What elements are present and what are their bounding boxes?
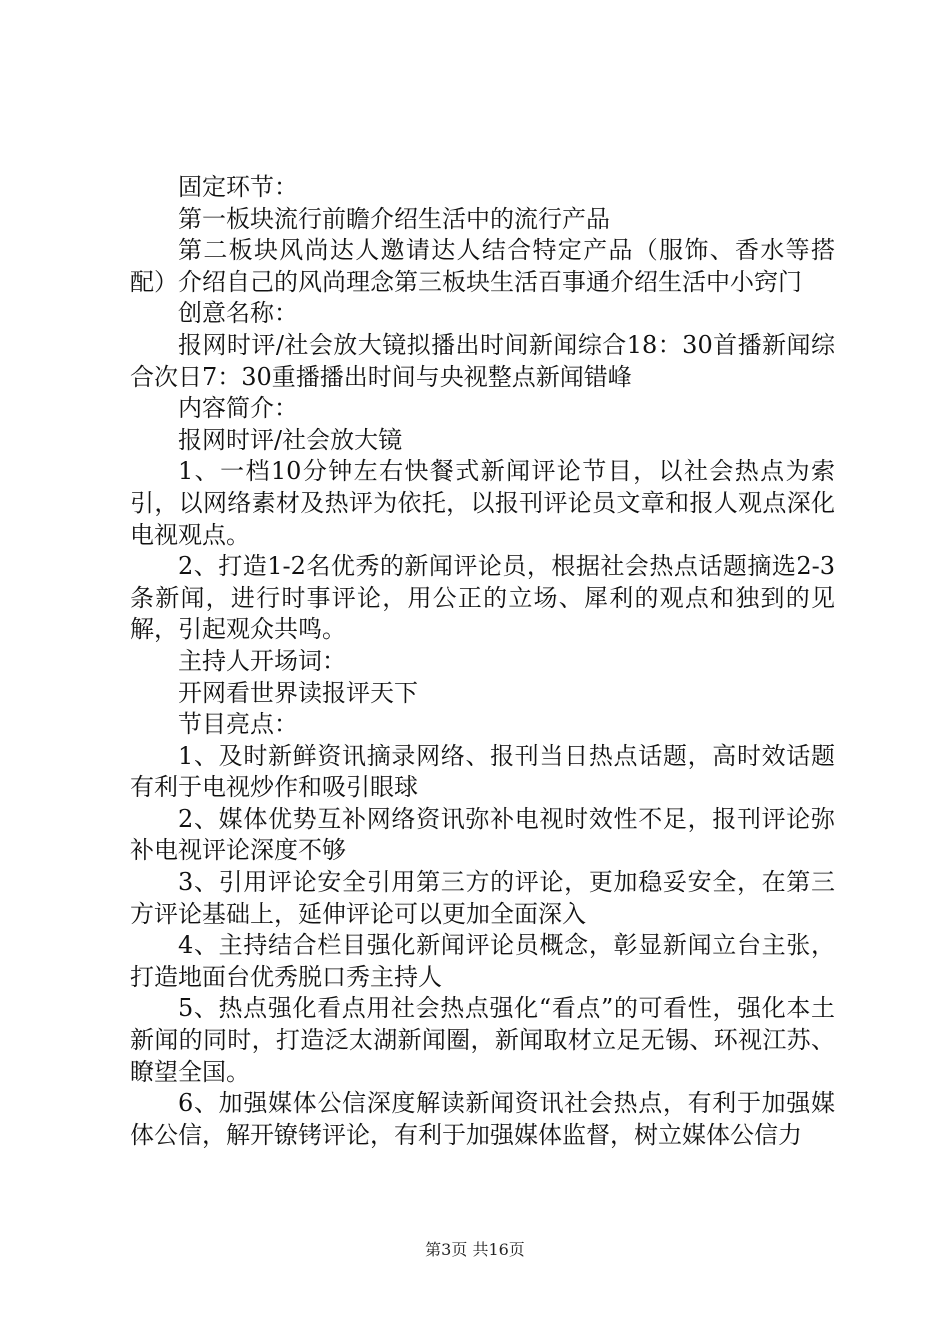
section-label-highlights: 节目亮点：	[178, 710, 298, 739]
section-label-content-summary: 内容简介：	[178, 394, 298, 423]
paragraph-highlight-6: 6、加强媒体公信深度解读新闻资讯社会热点，有利于加强媒体公信，解开镣铐评论，有利于加强媒体监督，树立媒体公信力	[130, 1089, 835, 1149]
page-number: 第3页 共16页	[425, 1240, 525, 1259]
paragraph-highlight-1: 1、及时新鲜资讯摘录网络、报刊当日热点话题，高时效话题有利于电视炒作和吸引眼球	[130, 741, 835, 802]
paragraph-highlight-3: 3、引用评论安全引用第三方的评论，更加稳妥安全，在第三方评论基础上，延伸评论可以更加全面深入	[130, 868, 835, 928]
paragraph-highlight-2: 2、媒体优势互补网络资讯弥补电视时效性不足，报刊评论弥补电视评论深度不够	[130, 804, 835, 865]
section-label-fixed-segments: 固定环节：	[178, 173, 298, 201]
paragraph-segment-2-3: 第二板块风尚达人邀请达人结合特定产品（服饰、香水等搭配）介绍自己的风尚理念第三板块生活百事通介绍生活中小窍门	[130, 236, 835, 296]
paragraph-host-opening-line: 开网看世界读报评天下	[178, 678, 418, 707]
section-label-host-opening: 主持人开场词：	[178, 646, 346, 675]
paragraph-summary-item-1: 1、一档10分钟左右快餐式新闻评论节目，以社会热点为索引，以网络素材及热评为依托，以报刊评论员文章和报人观点深化电视观点。	[130, 457, 835, 549]
paragraph-summary-item-2: 2、打造1-2名优秀的新闻评论员，根据社会热点话题摘选2-3条新闻，进行时事评论，用公正的立场、犀利的观点和独到的见解，引起观众共鸣。	[130, 552, 835, 644]
section-label-creative-name: 创意名称：	[178, 299, 298, 328]
document-body	[130, 172, 835, 1151]
paragraph-segment-1: 第一板块流行前瞻介绍生活中的流行产品	[178, 204, 610, 233]
paragraph-highlight-5: 5、热点强化看点用社会热点强化“看点”的可看性，强化本土新闻的同时，打造泛太湖新闻圈，新闻取材立足无锡、环视江苏、瞭望全国。	[130, 994, 835, 1086]
paragraph-program-title: 报网时评/社会放大镜	[178, 425, 403, 454]
page-footer	[0, 1240, 950, 1260]
paragraph-broadcast-time: 报网时评/社会放大镜拟播出时间新闻综合18：30首播新闻综合次日7：30重播播出时间与央视整点新闻错峰	[130, 330, 835, 391]
paragraph-highlight-4: 4、主持结合栏目强化新闻评论员概念，彰显新闻立台主张，打造地面台优秀脱口秀主持人	[130, 931, 835, 991]
